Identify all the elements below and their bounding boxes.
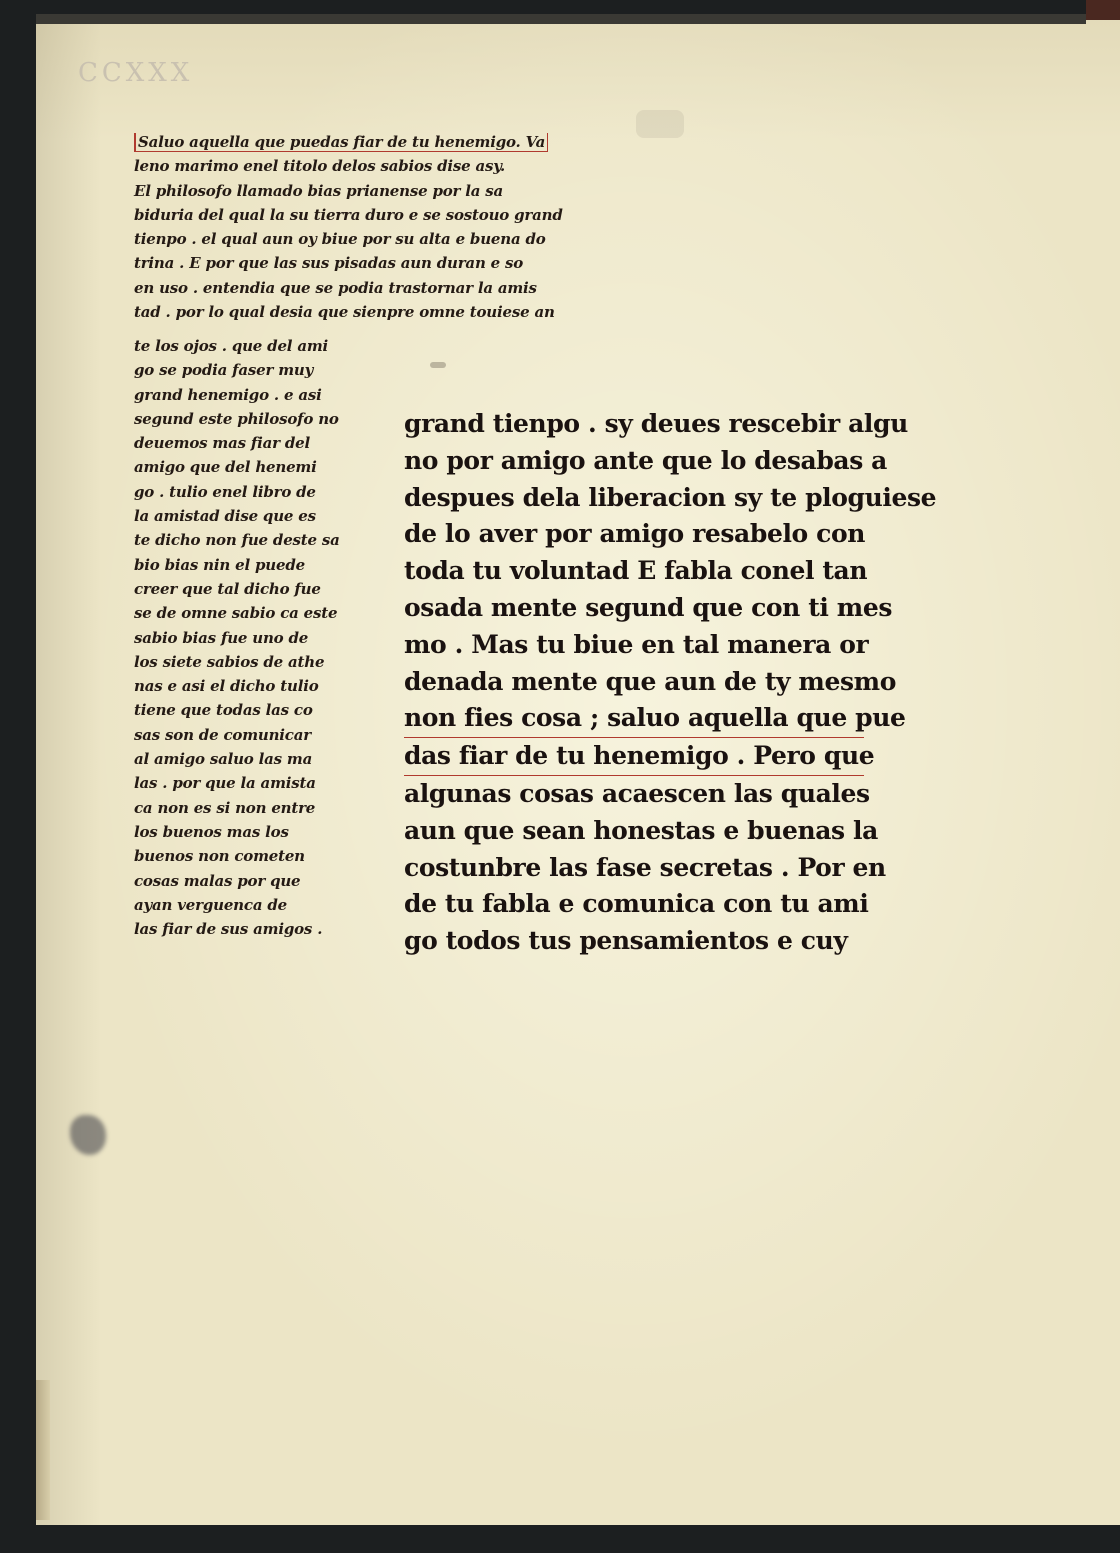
main-line: denada mente que aun de ty mesmo: [404, 666, 896, 696]
gloss-top-block: [134, 130, 594, 324]
gloss-line: go se podia faser muy: [134, 361, 314, 380]
rubric-box: Saluo aquella que puedas fiar de tu henemigo. Va: [134, 133, 548, 152]
gloss-line: en uso . entendia que se podia trastornar la amis: [134, 278, 537, 297]
gloss-line: tad . por lo qual desia que sienpre omne touiese an: [134, 303, 555, 322]
gloss-line: las . por que la amista: [134, 774, 316, 793]
main-line: grand tienpo . sy deues rescebir algu: [404, 409, 908, 438]
main-text-block: [404, 406, 937, 960]
gloss-line: creer que tal dicho fue: [134, 579, 321, 598]
gloss-line: trina . E por que las sus pisadas aun duran e so: [134, 254, 524, 273]
main-line: mo . Mas tu biue en tal manera or: [404, 629, 869, 659]
main-line: costunbre las fase secretas . Por en: [404, 852, 886, 882]
main-line-underlined: das fiar de tu henemigo . Pero que: [404, 738, 864, 776]
gloss-line: bio bias nin el puede: [134, 555, 305, 574]
gloss-line: amigo que del henemi: [134, 458, 317, 477]
main-line: de tu fabla e comunica con tu ami: [404, 889, 869, 919]
main-line: osada mente segund que con ti mes: [404, 592, 893, 622]
gloss-line: biduria del qual la su tierra duro e se sostouo grand: [134, 205, 563, 224]
page-fold: [36, 1380, 50, 1520]
main-line: algunas cosas acaescen las quales: [404, 778, 870, 808]
gloss-line: deuemos mas fiar del: [134, 434, 311, 453]
gloss-line: grand henemigo . e asi: [134, 385, 322, 404]
gloss-line: nas e asi el dicho tulio: [134, 677, 319, 696]
gloss-line: sas son de comunicar: [134, 725, 311, 744]
gloss-line: las fiar de sus amigos .: [134, 920, 323, 939]
gloss-line: los siete sabios de athe: [134, 652, 325, 671]
gloss-line: tienpo . el qual aun oy biue por su alta e buena do: [134, 230, 546, 249]
gloss-line: al amigo saluo las ma: [134, 750, 313, 769]
main-line: aun que sean honestas e buenas la: [404, 815, 878, 845]
main-line: go todos tus pensamientos e cuy: [404, 926, 848, 956]
folio-number: CCXXX: [78, 58, 194, 88]
main-line: toda tu voluntad E fabla conel tan: [404, 556, 868, 586]
ink-blot: [70, 1115, 106, 1155]
faint-stain: [636, 110, 684, 138]
gloss-line: la amistad dise que es: [134, 507, 316, 526]
main-line: despues dela liberacion sy te ploguiese: [404, 482, 937, 512]
gloss-line: ayan verguenca de: [134, 895, 287, 914]
gloss-line: leno marimo enel titolo delos sabios dise asy.: [134, 157, 506, 176]
gloss-line: go . tulio enel libro de: [134, 482, 316, 501]
gloss-line: El philosofo llamado bias prianense por la sa: [134, 181, 504, 200]
gloss-line: se de omne sabio ca este: [134, 604, 338, 623]
gloss-line: te los ojos . que del ami: [134, 337, 329, 355]
ink-mark: [430, 362, 446, 368]
gloss-line: ca non es si non entre: [134, 798, 316, 817]
gloss-line: tiene que todas las co: [134, 701, 313, 720]
page-top-edge: [36, 14, 1086, 24]
gloss-line: buenos non cometen: [134, 847, 305, 866]
binding-corner: [1086, 0, 1120, 20]
main-line: de lo aver por amigo resabelo con: [404, 519, 865, 549]
gloss-line: los buenos mas los: [134, 822, 289, 841]
gloss-line: sabio bias fue uno de: [134, 628, 309, 647]
gloss-line: [134, 130, 594, 154]
gloss-left-block: [134, 334, 374, 941]
main-line-underlined: non fies cosa ; saluo aquella que pue: [404, 700, 864, 738]
gloss-line: te dicho non fue deste sa: [134, 531, 340, 550]
gloss-line: cosas malas por que: [134, 871, 301, 890]
gloss-line: segund este philosofo no: [134, 409, 339, 428]
main-line: no por amigo ante que lo desabas a: [404, 445, 887, 475]
